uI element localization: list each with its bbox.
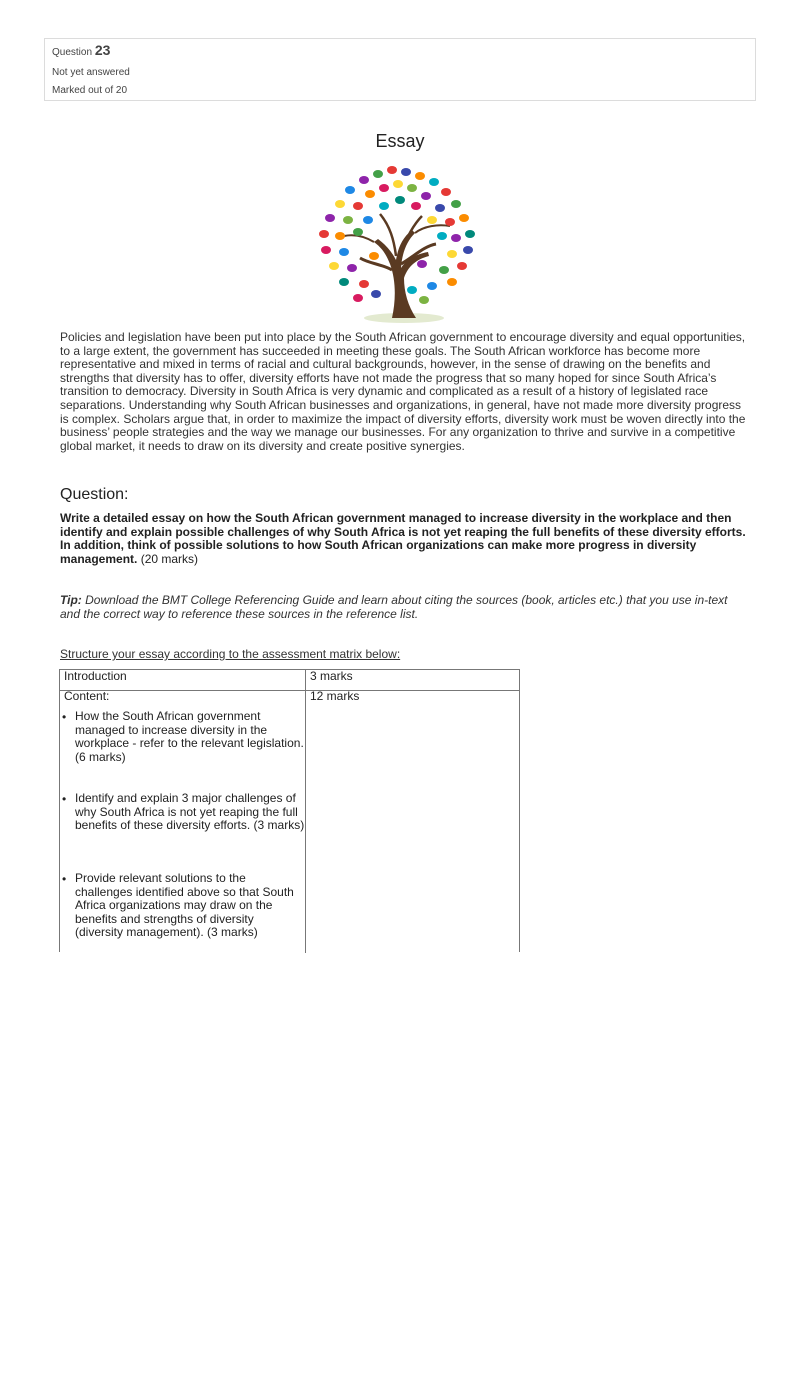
tip-body: Download the BMT College Referencing Guide and learn about citing the sources (book, articles etc.) that you use in-text and the correct way to reference these sources in the reference list. — [60, 593, 728, 621]
bullet-icon: • — [62, 792, 67, 806]
matrix-row-marks: 12 marks — [310, 689, 360, 703]
question-number: 23 — [94, 42, 111, 58]
matrix-content-item: How the South African government managed to increase diversity in the workplace - refer to the relevant legislation. (6 marks) — [75, 709, 304, 764]
matrix-content-item: Identify and explain 3 major challenges of why South Africa is not yet reaping the full benefits of these diversity efforts. (3 marks) — [75, 791, 305, 833]
tip-label: Tip: — [60, 593, 82, 607]
essay-intro-text: Policies and legislation have been put into place by the South African government to encourage diversity and equal opportunities, to a large extent, the government has succeeded in meeting these goals. The South African workforce has become more representative and mixed in terms of racial and cultural backgrounds, however, in the sense of drawing on the benefits and strengths that diversity has to offer, diversity efforts have not made the progress that so many hoped for since South Africa’s transition to democracy. Diversity in South Africa is very dynamic and complicated as a result of a history of legislated race separations. Understanding why South African businesses and organizations, in general, have not made more diversity progress is complex. Scholars argue that, in order to maximize the impact of diversity efforts, diversity work must be woven directly into the business’ people strategies and the way we manage our businesses. For any organization to thrive and survive in a competitive global market, it needs to draw on its diversity and create positive synergies. — [60, 330, 746, 453]
matrix-column-divider — [305, 670, 306, 953]
matrix-content-item: Provide relevant solutions to the challenges identified above so that South Africa organizations may draw on the benefits and strengths of diversity (diversity management). (3 marks) — [75, 871, 294, 940]
question-grade: Marked out of 20 — [52, 85, 128, 96]
question-state: Not yet answered — [52, 67, 130, 78]
question-prompt-marks: (20 marks) — [137, 551, 199, 566]
matrix-row-marks: 3 marks — [310, 669, 353, 683]
question-heading: Question: — [60, 486, 129, 503]
matrix-row-label: Content: — [64, 689, 110, 703]
assessment-matrix — [59, 669, 520, 952]
structure-instruction: Structure your essay according to the assessment matrix below: — [60, 647, 401, 661]
question-prompt — [60, 512, 748, 566]
tip-text — [60, 593, 748, 621]
matrix-row-label: Introduction — [64, 669, 127, 683]
matrix-row-divider — [60, 690, 519, 691]
tree-of-hands-icon — [304, 160, 480, 324]
question-label: Question — [52, 47, 93, 58]
question-prompt-bold: Write a detailed essay on how the South African government managed to increase diversity in the workplace and then identify and explain possible challenges of why South Africa is not yet reaping the full benefits of these diversity efforts. In addition, think of possible solutions to how South African organizations can make more progress in diversity management. — [60, 511, 746, 566]
question-info-panel — [44, 38, 756, 101]
bullet-icon: • — [62, 710, 67, 724]
bullet-icon: • — [62, 872, 67, 886]
essay-title: Essay — [375, 131, 425, 151]
question-number-line — [52, 42, 110, 58]
